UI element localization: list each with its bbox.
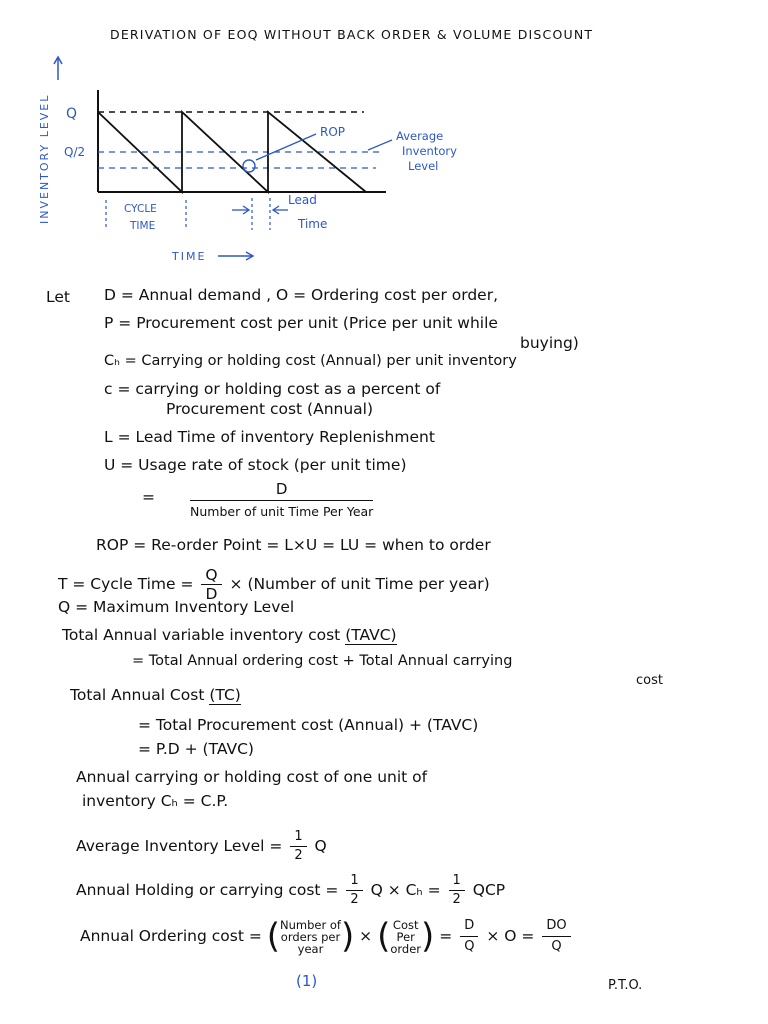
annual-ordering-fraction-2-den: Q	[551, 939, 562, 954]
tc-equation-line1: = Total Procurement cost (Annual) + (TAVC)	[138, 716, 479, 734]
annual-holding-fraction-1-den: 2	[350, 892, 359, 907]
definition-c-line2: Procurement cost (Annual)	[166, 400, 374, 418]
tc-abbreviation: (TC)	[209, 686, 241, 704]
cost-per-order-block	[390, 919, 421, 955]
average-label-line2: Inventory	[402, 144, 457, 158]
tavc-abbreviation: (TAVC)	[345, 626, 397, 644]
definition-p-line1: P = Procurement cost per unit (Price per unit while	[104, 314, 498, 332]
definition-l: L = Lead Time of inventory Replenishment	[104, 428, 435, 446]
max-inventory-definition: Q = Maximum Inventory Level	[58, 598, 295, 616]
annual-holding-suffix: QCP	[472, 881, 506, 899]
page-number: (1)	[296, 972, 318, 990]
definition-d: D = Annual demand , O = Ordering cost per order,	[104, 286, 499, 304]
annual-ordering-mid: × O =	[486, 927, 535, 945]
annual-ordering-prefix: Annual Ordering cost =	[80, 927, 262, 945]
definition-p-line2: buying)	[520, 334, 579, 352]
cost-per-order-line3: order	[390, 941, 422, 956]
annual-ordering-fraction-2-num: DO	[542, 916, 570, 937]
annual-holding-fraction-1-num: 1	[346, 872, 362, 891]
pto-note: P.T.O.	[608, 978, 643, 993]
paren-open-1: (	[266, 916, 281, 957]
lead-label-line1: Lead	[288, 193, 317, 207]
annual-holding-prefix: Annual Holding or carrying cost =	[76, 881, 339, 899]
average-label-line1: Average	[396, 129, 444, 143]
cycle-time-prefix: T = Cycle Time =	[58, 575, 194, 593]
cycle-label-line2: TIME	[130, 220, 156, 232]
annual-holding-fraction-2	[449, 872, 465, 909]
lead-label-line2: Time	[298, 217, 328, 231]
x-axis-label: TIME	[172, 250, 207, 263]
average-inventory-denominator: 2	[294, 848, 303, 863]
annual-ordering-times: ×	[359, 927, 373, 945]
cycle-time-denominator: D	[205, 585, 218, 603]
half-q-label: Q/2	[64, 145, 86, 159]
rop-point	[243, 160, 255, 172]
annual-holding-mid: Q × Cₕ =	[370, 881, 441, 899]
average-inventory-suffix: Q	[314, 837, 327, 855]
page-title: DERIVATION OF EOQ WITHOUT BACK ORDER & VOLUME DISCOUNT	[110, 27, 594, 42]
usage-rate-denominator: Number of unit Time Per Year	[190, 504, 374, 519]
definition-ch: Cₕ = Carrying or holding cost (Annual) per unit inventory	[104, 353, 517, 369]
annual-ordering-fraction-2	[542, 916, 570, 957]
orders-per-year-line2: orders per	[280, 929, 341, 944]
definition-u: U = Usage rate of stock (per unit time)	[104, 456, 407, 474]
definition-c-line1: c = carrying or holding cost as a percent of	[104, 380, 441, 398]
tc-equation-line2: = P.D + (TAVC)	[138, 740, 254, 758]
average-pointer	[368, 140, 392, 150]
cycle-time-numerator: Q	[201, 566, 221, 585]
average-label-line3: Level	[408, 159, 439, 173]
average-inventory-formula	[76, 828, 327, 865]
annual-holding-formula	[76, 872, 505, 909]
annual-holding-fraction-2-den: 2	[452, 892, 461, 907]
annual-ordering-equals: =	[439, 927, 453, 945]
usage-rate-fraction	[190, 480, 373, 519]
cost-per-order-line2: Per	[396, 929, 415, 944]
cycle-label-line1: CYCLE	[124, 203, 157, 215]
average-inventory-prefix: Average Inventory Level =	[76, 837, 283, 855]
paren-close-1: )	[340, 916, 355, 957]
cycle-time-suffix: × (Number of unit Time per year)	[229, 575, 490, 593]
tavc-prefix: Total Annual variable inventory cost	[62, 626, 341, 644]
orders-per-year-line3: year	[297, 941, 324, 956]
usage-rate-numerator: D	[190, 480, 373, 501]
annual-carrying-line1: Annual carrying or holding cost of one unit of	[76, 768, 428, 786]
y-axis-label: INVENTORY LEVEL	[38, 93, 51, 224]
average-inventory-numerator: 1	[290, 828, 306, 847]
orders-per-year-line1: Number of	[280, 917, 341, 932]
annual-holding-fraction-2-num: 1	[449, 872, 465, 891]
annual-ordering-fraction-1	[460, 916, 478, 957]
inventory-diagram	[36, 52, 516, 272]
tavc-equation-line1: = Total Annual ordering cost + Total Annual carrying	[132, 653, 513, 669]
annual-ordering-formula	[80, 916, 574, 957]
rop-formula: ROP = Re-order Point = L×U = LU = when to order	[96, 536, 491, 554]
cost-per-order-line1: Cost	[392, 917, 419, 932]
orders-per-year-block	[280, 919, 341, 955]
tc-prefix: Total Annual Cost	[70, 686, 205, 704]
average-inventory-fraction	[290, 828, 306, 865]
rop-pointer	[256, 134, 316, 160]
tavc-heading	[62, 626, 397, 644]
tavc-equation-line2: cost	[636, 673, 663, 688]
rop-label: ROP	[320, 125, 346, 139]
annual-carrying-line2: inventory Cₕ = C.P.	[82, 792, 229, 810]
let-label: Let	[46, 288, 70, 306]
annual-holding-fraction-1	[346, 872, 362, 909]
paren-open-2: (	[377, 916, 391, 957]
annual-ordering-fraction-1-num: D	[460, 916, 478, 937]
q-label: Q	[66, 106, 78, 122]
tc-heading	[70, 686, 241, 704]
paren-close-2: )	[421, 916, 435, 957]
annual-ordering-fraction-1-den: Q	[464, 939, 475, 954]
definition-u-equals: =	[142, 488, 155, 506]
